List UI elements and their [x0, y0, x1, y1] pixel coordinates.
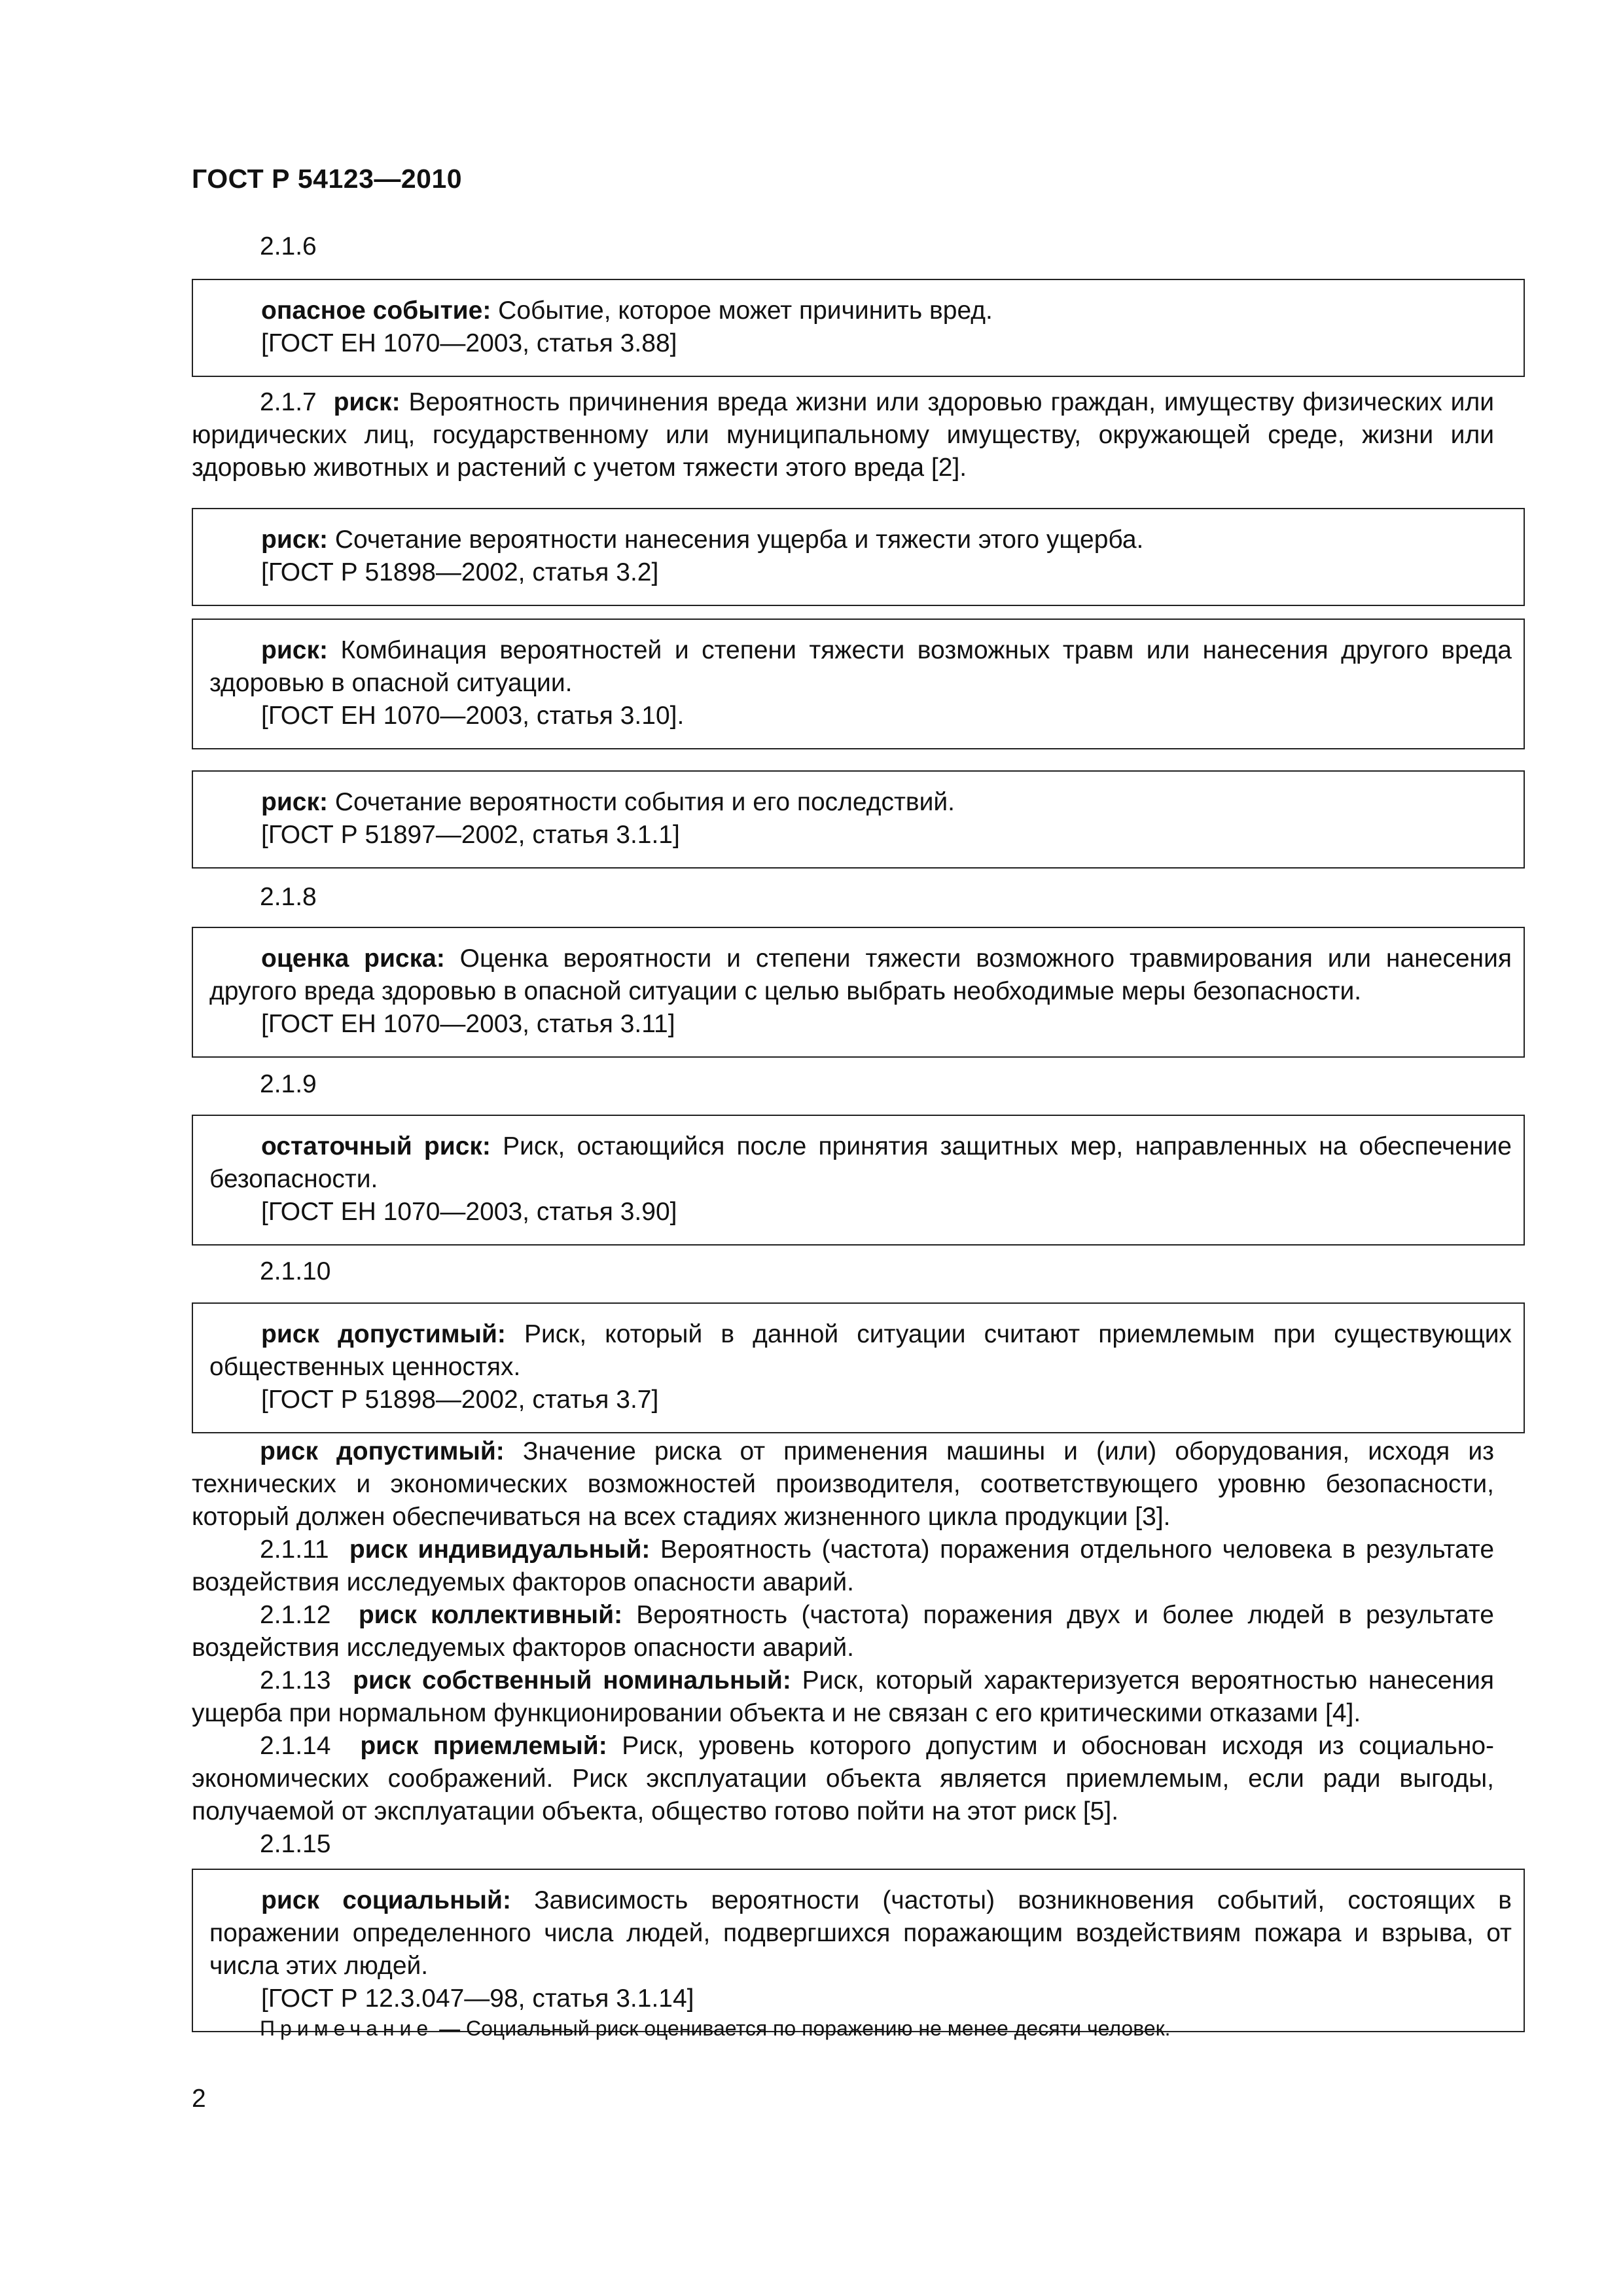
reference: [ГОСТ Р 12.3.047—98, статья 3.1.14]	[261, 1984, 694, 2013]
term: риск:	[261, 636, 328, 664]
definition-text: Событие, которое может причинить вред.	[491, 296, 993, 325]
definition-box-hazardous-event	[192, 279, 1525, 377]
note-label: Примечание	[260, 2017, 434, 2040]
definition-box-residual-risk	[192, 1115, 1525, 1246]
term: опасное событие:	[261, 296, 491, 325]
definition-text: Сочетание вероятности нанесения ущерба и тяжести этого ущерба.	[328, 526, 1144, 554]
section-number: 2.1.7	[260, 388, 317, 416]
section-number-2-1-15: 2.1.15	[260, 1830, 331, 1858]
definition-text: Сочетание вероятности события и его последствий.	[328, 788, 955, 816]
document-header: ГОСТ Р 54123—2010	[192, 164, 463, 194]
term: риск социальный:	[261, 1886, 511, 1914]
definition-box-risk-2	[192, 619, 1525, 749]
section-number: 2.1.14	[260, 1732, 331, 1760]
paragraph-2-1-14	[192, 1730, 1494, 1828]
definition-text: Зависимость вероятности (частоты) возникновения событий, состоящих в поражении определенного числа людей, подвергшихся поражающим воздействиям пожара и взрыва, от числа этих людей.	[209, 1886, 1512, 1980]
paragraph-block-2-1-10-to-2-1-15	[192, 1435, 1494, 1861]
paragraph-acceptable-risk	[192, 1435, 1494, 1534]
section-number: 2.1.13	[260, 1666, 331, 1695]
reference: [ГОСТ ЕН 1070—2003, статья 3.10].	[261, 702, 685, 730]
section-number-2-1-9: 2.1.9	[260, 1070, 317, 1098]
definition-text: Оценка вероятности и степени тяжести возможного травмирования или нанесения другого вреда здоровью в опасной ситуации с целью выбрать необходимые меры безопасности.	[209, 944, 1512, 1005]
paragraph-2-1-13	[192, 1664, 1494, 1730]
definition-box-risk-3	[192, 770, 1525, 869]
reference: [ГОСТ ЕН 1070—2003, статья 3.88]	[261, 329, 677, 357]
definition-box-social-risk	[192, 1869, 1525, 2032]
term: риск:	[261, 526, 328, 554]
note	[192, 2015, 1562, 2041]
term: риск индивидуальный:	[349, 1535, 651, 1564]
paragraph-2-1-11	[192, 1534, 1494, 1599]
term: риск:	[333, 388, 401, 416]
section-number-2-1-10: 2.1.10	[260, 1257, 331, 1285]
definition-text: Вероятность (частота) поражения двух и более людей в результате воздействия исследуемых факторов опасности аварий.	[192, 1601, 1494, 1662]
reference: [ГОСТ Р 51898—2002, статья 3.2]	[261, 558, 659, 586]
paragraph-2-1-12	[192, 1599, 1494, 1664]
term: риск собственный номинальный:	[353, 1666, 791, 1695]
definition-box-risk-1	[192, 508, 1525, 606]
note-text: — Социальный риск оценивается по поражению не менее десяти человек.	[433, 2017, 1171, 2040]
definition-text: Значение риска от применения машины и (или) оборудования, исходя из технических и экономических возможностей производителя, соответствующего уровню безопасности, который должен обеспечиваться на всех стадиях жизненного цикла продукции [3].	[192, 1437, 1494, 1531]
term: риск приемлемый:	[360, 1732, 607, 1760]
reference: [ГОСТ ЕН 1070—2003, статья 3.90]	[261, 1198, 677, 1226]
term: остаточный риск:	[261, 1132, 491, 1160]
section-number: 2.1.11	[260, 1535, 329, 1564]
paragraph-2-1-7	[192, 386, 1494, 484]
definition-text: Риск, который в данной ситуации считают приемлемым при существующих общественных ценностях.	[209, 1320, 1512, 1381]
definition-text: Вероятность (частота) поражения отдельного человека в результате воздействия исследуемых факторов опасности аварий.	[192, 1535, 1495, 1596]
definition-text: Риск, который характеризуется вероятностью нанесения ущерба при нормальном функционировании объекта и не связан с его критическими отказами [4].	[192, 1666, 1494, 1727]
definition-box-acceptable-risk	[192, 1302, 1525, 1433]
term: риск коллективный:	[358, 1601, 623, 1629]
reference: [ГОСТ ЕН 1070—2003, статья 3.11]	[261, 1010, 675, 1038]
term: риск допустимый:	[260, 1437, 505, 1465]
term: оценка риска:	[261, 944, 445, 973]
section-number: 2.1.12	[260, 1601, 331, 1629]
section-number-2-1-8: 2.1.8	[260, 883, 317, 911]
reference: [ГОСТ Р 51898—2002, статья 3.7]	[261, 1386, 659, 1414]
definition-text: Комбинация вероятностей и степени тяжести возможных травм или нанесения другого вреда здоровью в опасной ситуации.	[209, 636, 1512, 697]
definition-text: Вероятность причинения вреда жизни или здоровью граждан, имуществу физических или юридических лиц, государственному или муниципальному имуществу, окружающей среде, жизни или здоровью животных и растений с учетом тяжести этого вреда [2].	[192, 388, 1494, 482]
term: риск:	[261, 788, 328, 816]
term: риск допустимый:	[261, 1320, 506, 1348]
page-number: 2	[192, 2085, 206, 2113]
reference: [ГОСТ Р 51897—2002, статья 3.1.1]	[261, 821, 680, 849]
definition-text: Риск, остающийся после принятия защитных мер, направленных на обеспечение безопасности.	[209, 1132, 1512, 1193]
definition-text: Риск, уровень которого допустим и обоснован исходя из социально-экономических соображений. Риск эксплуатации объекта является приемлемым, если ради выгоды, получаемой от эксплуатации объекта, общество готово пойти на этот риск [5].	[192, 1732, 1495, 1825]
section-number-2-1-6: 2.1.6	[260, 232, 317, 260]
definition-box-risk-assessment	[192, 927, 1525, 1058]
